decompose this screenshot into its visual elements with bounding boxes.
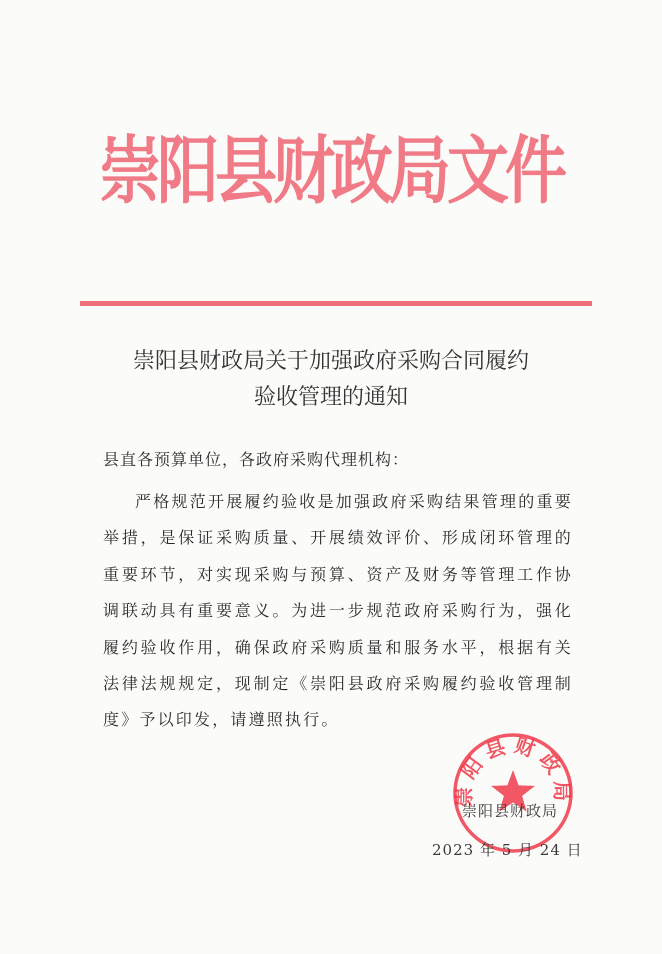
issue-date: 2023 年 5 月 24 日 xyxy=(432,841,583,859)
document-title-line-1: 崇阳县财政局关于加强政府采购合同履约 xyxy=(132,349,529,374)
letterhead-title: 崇阳县财政局文件 xyxy=(98,127,563,214)
issuer-name: 崇阳县财政局 xyxy=(462,802,559,820)
document-title-line-2: 验收管理的通知 xyxy=(253,385,408,410)
red-divider-line xyxy=(80,301,592,306)
svg-text:崇阳县财政局: 崇阳县财政局 xyxy=(451,732,575,808)
body-paragraph: 严格规范开展履约验收是加强政府采购结果管理的重要举措，是保证采购质量、开展绩效评价、形成闭环管理的重要环节，对实现采购与预算、资产及财务等管理工作协调联动具有重要意义。为进一步规范政府采购行为，强化履约验收作用，确保政府采购质量和服务水平，根据有关法律法规规定，现制定《崇阳县政府采购履约验收管理制度》予以印发，请遵照执行。 xyxy=(103,492,573,730)
official-seal xyxy=(450,730,576,856)
salutation: 县直各预算单位，各政府采购代理机构： xyxy=(103,450,410,469)
